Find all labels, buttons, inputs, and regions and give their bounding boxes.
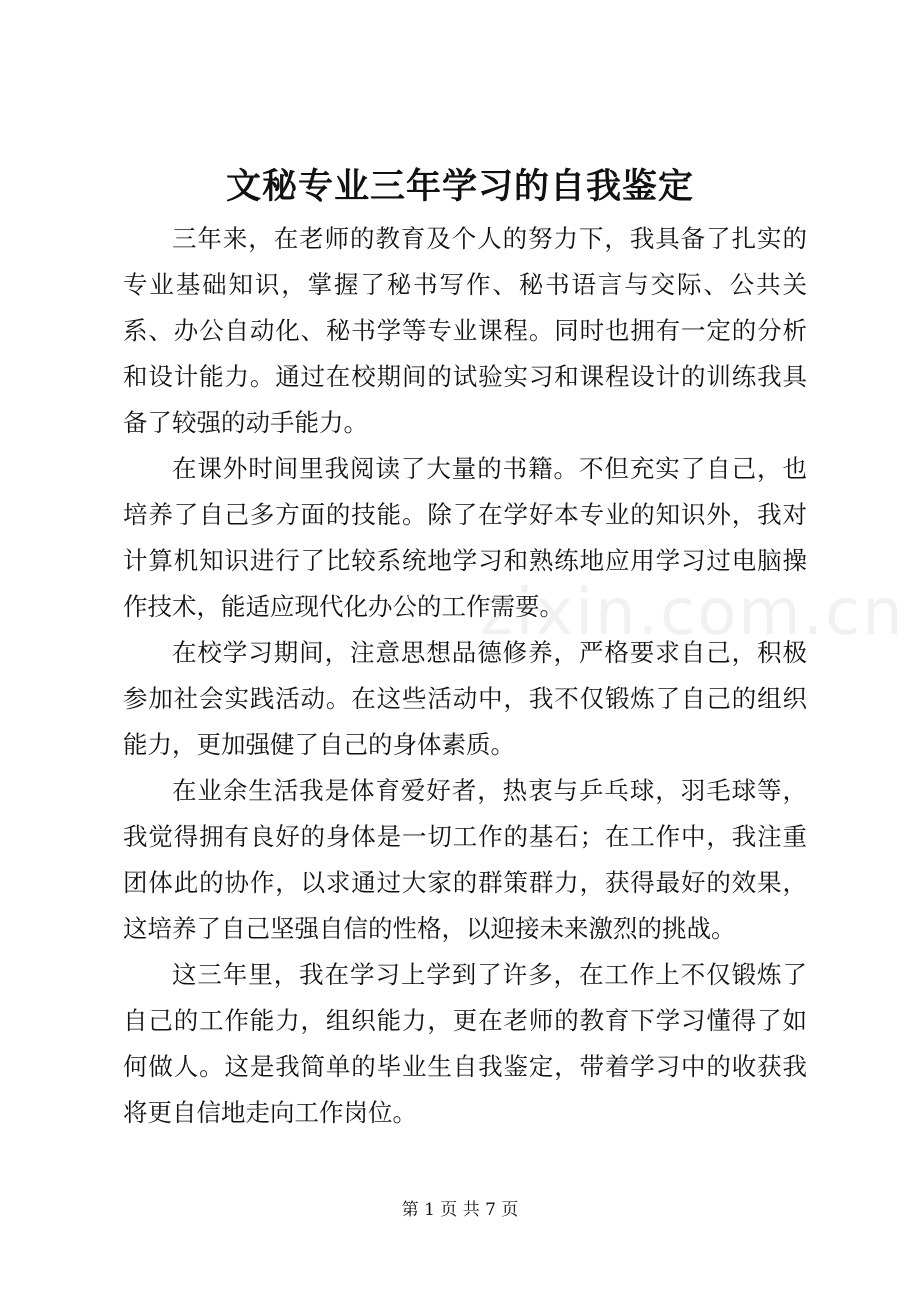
paragraph-3: 在校学习期间，注意思想品德修养，严格要求自己，积极参加社会实践活动。在这些活动中，我不仅锻炼了自己的组织能力，更加强健了自己的身体素质。	[123, 638, 807, 759]
paragraph-5: 这三年里，我在学习上学到了许多，在工作上不仅锻炼了自己的工作能力，组织能力，更在老师的教育下学习懂得了如何做人。这是我简单的毕业生自我鉴定，带着学习中的收获我将更自信地走向工作岗位。	[123, 960, 807, 1127]
paragraph-2: 在课外时间里我阅读了大量的书籍。不但充实了自己，也培养了自己多方面的技能。除了在学好本专业的知识外，我对计算机知识进行了比较系统地学习和熟练地应用学习过电脑操作技术，能适应现代化办公的工作需要。	[123, 454, 807, 621]
document-title: 文秘专业三年学习的自我鉴定	[225, 166, 694, 207]
watermark: zixin.com.cn	[480, 576, 905, 650]
paragraph-4: 在业余生活我是体育爱好者，热衷与乒乓球，羽毛球等，我觉得拥有良好的身体是一切工作的基石；在工作中，我注重团体此的协作，以求通过大家的群策群力，获得最好的效果，这培养了自己坚强自信的性格，以迎接未来激烈的挑战。	[123, 776, 807, 943]
paragraph-1: 三年来，在老师的教育及个人的努力下，我具备了扎实的专业基础知识，掌握了秘书写作、秘书语言与交际、公共关系、办公自动化、秘书学等专业课程。同时也拥有一定的分析和设计能力。通过在校期间的试验实习和课程设计的训练我具备了较强的动手能力。	[123, 224, 807, 437]
document-body	[123, 216, 807, 1136]
page-footer: 第 1 页 共 7 页	[401, 1200, 519, 1220]
